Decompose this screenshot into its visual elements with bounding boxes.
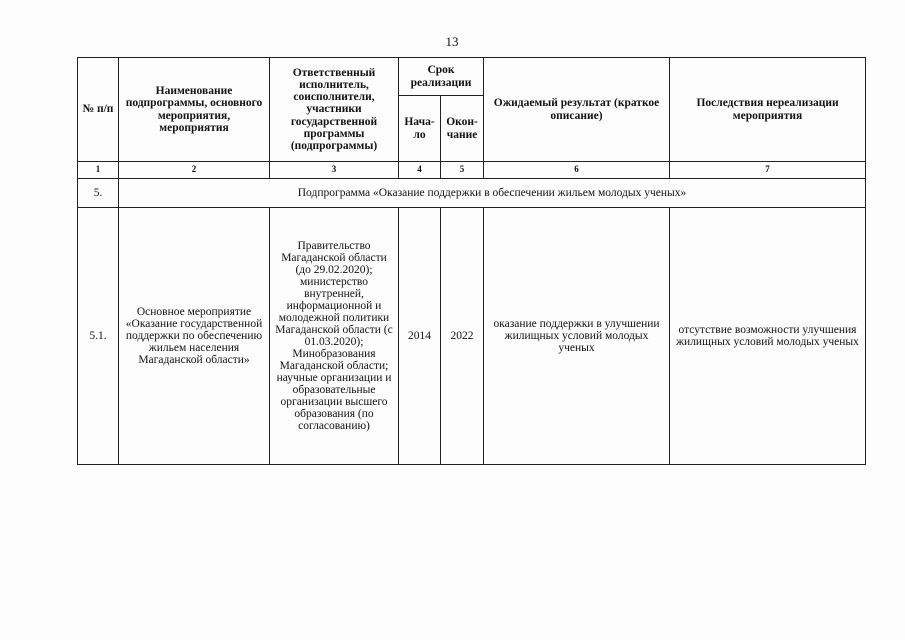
subprogram-num: 5. xyxy=(78,179,119,208)
header-num: № п/п xyxy=(78,58,119,162)
subprogram-title: Подпрограмма «Оказание поддержки в обеспечении жильем молодых ученых» xyxy=(119,179,866,208)
row-num: 5.1. xyxy=(78,208,119,465)
header-period: Срок реализации xyxy=(399,58,484,96)
row-start: 2014 xyxy=(399,208,441,465)
column-number: 5 xyxy=(441,162,484,179)
page-number: 13 xyxy=(445,34,459,49)
row-consequences: отсутствие возможности улучшения жилищных условий молодых ученых xyxy=(670,208,866,465)
row-end: 2022 xyxy=(441,208,484,465)
header-start: Нача-ло xyxy=(399,96,441,162)
column-numbers-row xyxy=(78,162,866,179)
row-result: оказание поддержки в улучшении жилищных условий молодых ученых xyxy=(484,208,670,465)
header-name: Наименование подпрограммы, основного мероприятия, мероприятия xyxy=(119,58,270,162)
header-end: Окон-чание xyxy=(441,96,484,162)
measures-table xyxy=(77,57,866,465)
column-number: 3 xyxy=(270,162,399,179)
table-row xyxy=(78,208,866,465)
column-number: 2 xyxy=(119,162,270,179)
header-consequences: Последствия нереализации мероприятия xyxy=(670,58,866,162)
column-number: 4 xyxy=(399,162,441,179)
header-result: Ожидаемый результат (краткое описание) xyxy=(484,58,670,162)
column-number: 6 xyxy=(484,162,670,179)
row-name: Основное мероприятие «Оказание государственной поддержки по обеспечению жильем населения Магаданской области» xyxy=(119,208,270,465)
column-number: 7 xyxy=(670,162,866,179)
subprogram-row xyxy=(78,179,866,208)
column-number: 1 xyxy=(78,162,119,179)
header-responsible: Ответственный исполнитель, соисполнители, участники государственной программы (подпрограммы) xyxy=(270,58,399,162)
row-responsible: Правительство Магаданской области (до 29.02.2020); министерство внутренней, информационной и молодежной политики Магаданской области (с 01.03.2020); Минобразования Магаданской области; научные организации и образовательные организации высшего образования (по согласованию) xyxy=(270,208,399,465)
